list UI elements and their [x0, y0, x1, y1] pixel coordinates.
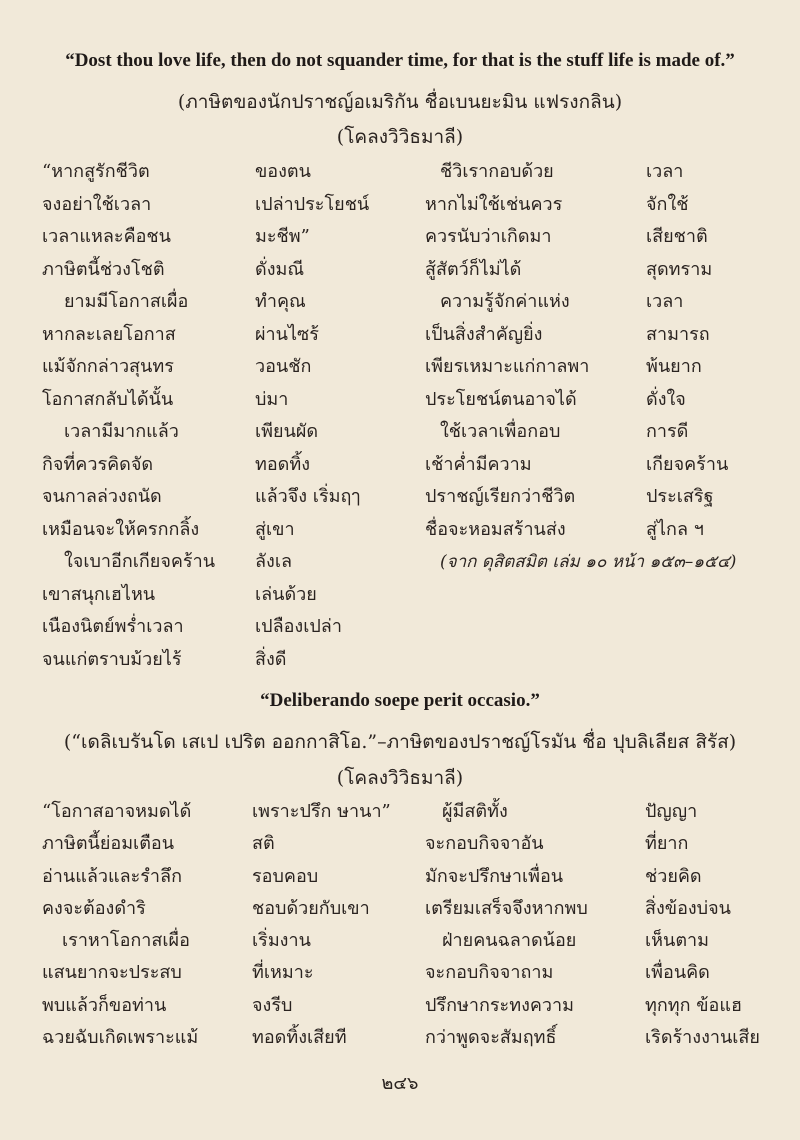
poem-cell: มะชีพ”	[255, 226, 310, 247]
poem-cell: ชื่อจะหอมสร้านส่ง	[425, 518, 566, 540]
poem-cell: โอกาสกลับได้นั้น	[42, 388, 174, 410]
poem-cell: เพียรเหมาะแก่กาลพา	[425, 356, 590, 377]
poem-cell: สามารถ	[646, 323, 710, 345]
poem-row	[0, 319, 800, 352]
poem-cell: เวลามีมากแล้ว	[64, 421, 179, 442]
poem-cell: ดั่งมณี	[255, 258, 305, 280]
poem-cell: เหมือนจะให้ครกกลิ้ง	[42, 518, 200, 540]
verse-form-label: (โคลงวิวิธมาลี)	[336, 126, 464, 148]
poem-cell: พ้นยาก	[646, 356, 702, 377]
poem-cell: ใช้เวลาเพื่อกอบ	[440, 421, 561, 442]
poem-cell: ทำคุณ	[255, 291, 306, 312]
poem-cell: จนแก่ตราบม้วยไร้	[42, 648, 182, 670]
poem-cell: ผ่านไซร้	[255, 323, 319, 345]
verse-form-label-2: (โคลงวิวิธมาลี)	[336, 767, 464, 789]
poem-cell: แม้จักกล่าวสุนทร	[42, 356, 174, 377]
poem-cell: กิจที่ควรคิดจัด	[42, 453, 154, 475]
poem-cell: ผู้มีสติทั้ง	[442, 801, 508, 822]
poem-cell: เพราะปรึก ษานา”	[252, 801, 391, 822]
poem-cell: ปราชญ์เรียกว่าชีวิต	[425, 486, 576, 507]
poem-cell: จะกอบกิจจาอัน	[425, 833, 544, 855]
poem-cell: ของตน	[255, 161, 311, 182]
poem-cell: ฉวยฉับเกิดเพราะแม้	[42, 1027, 199, 1049]
poem-cell: เวลา	[646, 291, 684, 312]
english-quote-franklin: “Dost thou love life, then do not squander time, for that is the stuff life is made of.”	[65, 50, 735, 71]
poem-cell: เริ่มงาน	[252, 930, 311, 952]
poem-cell: สู่ไกล ฯ	[646, 518, 704, 540]
poem-row	[0, 416, 800, 449]
poem-row	[0, 254, 800, 287]
poem-row	[0, 189, 800, 222]
poem-cell: บ่มา	[255, 388, 289, 410]
poem-row	[0, 579, 800, 612]
poem-cell: จงรีบ	[252, 994, 293, 1016]
poem-cell: จงอย่าใช้เวลา	[42, 193, 152, 215]
poem-cell: เช้าค่ำมีความ	[425, 453, 532, 475]
poem-cell: จะกอบกิจจาถาม	[425, 962, 554, 984]
poem-cell: สิ่งดี	[255, 648, 287, 670]
poem-cell: ประโยชน์ตนอาจได้	[425, 388, 577, 410]
poem-cell: รอบคอบ	[252, 865, 319, 887]
poem-cell: เพื่อนคิด	[645, 962, 710, 984]
poem-row	[0, 644, 800, 677]
poem-cell: ความรู้จักค่าแห่ง	[440, 291, 570, 312]
poem-row	[0, 893, 800, 925]
poem-cell: ทุกทุก ข้อแฮ	[645, 994, 742, 1016]
poem-row	[0, 861, 800, 893]
poem-cell: สู้สัตว์ก็ไม่ได้	[425, 258, 522, 280]
poem-row	[0, 351, 800, 384]
poem-cell: พบแล้วก็ขอท่าน	[42, 994, 167, 1016]
poem-cell: ดั่งใจ	[646, 388, 686, 410]
poem-cell: เปลืองเปล่า	[255, 616, 342, 637]
source-citation: (จาก ดุสิตสมิต เล่ม ๑๐ หน้า ๑๕๓–๑๕๔)	[440, 552, 737, 572]
poem-cell: ยามมีโอกาสเผื่อ	[64, 291, 189, 312]
poem-row	[0, 221, 800, 254]
poem-cell: ปรึกษากระทงความ	[425, 994, 574, 1016]
poem-cell: ที่ยาก	[645, 833, 689, 855]
poem-cell: ลังเล	[255, 551, 293, 572]
poem-cell: ทอดทิ้งเสียที	[252, 1027, 347, 1049]
attribution-publilius: (“เดลิเบรันโด เสเป เปริต ออกกาสิโอ.”–ภาษิตของปราชญ์โรมัน ชื่อ ปุบลิเลียส สิรัส)	[63, 731, 737, 753]
poem-cell: ชีวิเรากอบด้วย	[440, 161, 554, 182]
poem-cell: การดี	[646, 421, 689, 442]
poem-row	[0, 546, 800, 579]
poem-cell: เสียชาติ	[646, 226, 708, 247]
poem-cell: หากละเลยโอกาส	[42, 323, 176, 345]
poem-cell: เนืองนิตย์พร่ำเวลา	[42, 616, 184, 637]
poem-cell: คงจะต้องดำริ	[42, 897, 146, 919]
poem-cell: ช่วยคิด	[645, 865, 702, 887]
poem-cell: เห็นตาม	[645, 930, 709, 952]
poem-cell: มักจะปรึกษาเพื่อน	[425, 865, 564, 887]
poem-row	[0, 611, 800, 644]
attribution-franklin: (ภาษิตของนักปราชญ์อเมริกัน ชื่อเบนยะมิน แฟรงกลิน)	[177, 91, 623, 113]
poem-cell: ควรนับว่าเกิดมา	[425, 226, 552, 247]
poem-row	[0, 925, 800, 957]
poem-cell: เวลา	[646, 161, 684, 182]
poem-cell: จนกาลล่วงถนัด	[42, 486, 162, 507]
poem-cell: เปล่าประโยชน์	[255, 193, 370, 215]
poem-cell: ใจเบาอีกเกียจคร้าน	[64, 551, 215, 572]
latin-quote: “Deliberando soepe perit occasio.”	[260, 690, 540, 711]
poem-row	[0, 990, 800, 1022]
poem-row	[0, 481, 800, 514]
poem-cell: สติ	[252, 833, 275, 855]
poem-cell: สิ่งข้องบ่จน	[645, 897, 731, 919]
poem-cell: แสนยากจะประสบ	[42, 962, 182, 984]
poem-cell: เกียจคร้าน	[646, 453, 729, 475]
poem-cell: เตรียมเสร็จจึงหากพบ	[425, 897, 588, 919]
poem-cell: อ่านแล้วและรำลึก	[42, 865, 182, 887]
poem-cell: ที่เหมาะ	[252, 962, 314, 984]
poem-cell: “โอกาสอาจหมดได้	[42, 801, 192, 822]
poem-row	[0, 384, 800, 417]
poem-cell: แล้วจึง เริ่มฤๅ	[255, 486, 361, 507]
poem-cell: วอนชัก	[255, 356, 312, 377]
poem-cell: ทอดทิ้ง	[255, 453, 311, 475]
poem-row	[0, 286, 800, 319]
poem-cell: กว่าพูดจะสัมฤทธิ์	[425, 1027, 557, 1049]
poem-cell: ชอบด้วยกับเขา	[252, 897, 370, 919]
poem-cell: สุดทราม	[646, 258, 713, 280]
poem-cell: หากไม่ใช้เช่นควร	[425, 193, 563, 215]
poem-row	[0, 1022, 800, 1054]
poem-cell: เวลาแหละคือชน	[42, 226, 171, 247]
poem-row	[0, 514, 800, 547]
poem-cell: ปัญญา	[645, 801, 698, 822]
poem-row	[0, 449, 800, 482]
poem-row	[0, 828, 800, 860]
poem-cell: ภาษิตนี้ย่อมเตือน	[42, 833, 175, 855]
poem-cell: จักใช้	[646, 193, 689, 215]
poem-cell: เราหาโอกาสเผื่อ	[62, 930, 190, 952]
poem-grid-2	[0, 796, 800, 1054]
poem-cell: เล่นด้วย	[255, 583, 317, 605]
poem-row	[0, 796, 800, 828]
poem-grid-1	[0, 156, 800, 676]
page-number: ๒๔๖	[381, 1073, 419, 1094]
poem-cell: ภาษิตนี้ช่วงโชติ	[42, 258, 165, 280]
poem-cell: เป็นสิ่งสำคัญยิ่ง	[425, 323, 543, 345]
poem-cell: สู่เขา	[255, 518, 295, 540]
poem-cell: ประเสริฐ	[646, 486, 714, 507]
poem-cell: ฝ่ายคนฉลาดน้อย	[442, 930, 577, 952]
poem-cell: “หากสูรักชีวิต	[42, 161, 150, 182]
poem-cell: เริดร้างงานเสีย	[645, 1027, 760, 1049]
poem-row	[0, 156, 800, 189]
poem-cell: เพียนผัด	[255, 421, 319, 442]
poem-cell: เขาสนุกเฮไหน	[42, 583, 156, 605]
poem-row	[0, 957, 800, 989]
